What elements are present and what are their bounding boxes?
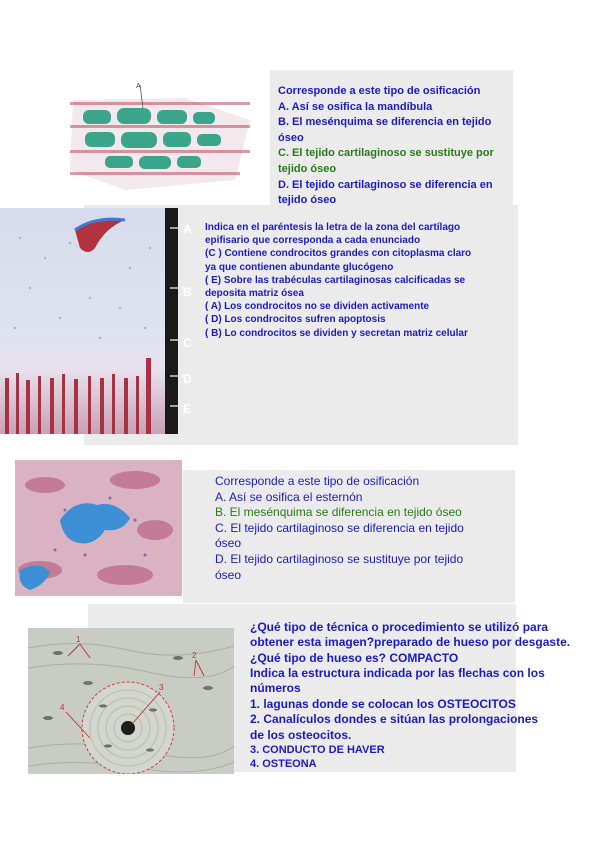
zone-label-e: E (183, 402, 192, 416)
q4-line-9: 3. CONDUCTO DE HAVER (250, 743, 385, 756)
q2-statement-5: ( B) Lo condrocitos se dividen y secretan matriz celular (205, 327, 468, 339)
q4-line-10: 4. OSTEONA (250, 757, 317, 770)
q1-option-d-line2: tejido óseo (278, 194, 337, 207)
q2-statement-3: ( A) Los condrocitos no se dividen activamente (205, 301, 430, 313)
q4-line-5: números (250, 681, 301, 696)
q2-text-block (205, 221, 471, 340)
zone-label-d: D (183, 372, 192, 386)
q4-text-block (250, 620, 570, 771)
q4-line-3: ¿Qué tipo de hueso es? COMPACTO (250, 650, 459, 665)
figure-label-4: 4 (60, 703, 65, 712)
q4-line-8: de los osteocitos. (250, 727, 352, 742)
q2-statement-1-line2: ya que contienen abundante glucógeno (205, 261, 394, 273)
zone-label-c: C (183, 336, 192, 350)
q2-intro-line1: Indica en el paréntesis la letra de la zona del cartílago (205, 222, 461, 233)
figure-label-1: 1 (76, 635, 81, 644)
q4-line-6: 1. lagunas donde se colocan los OSTEOCITOS (250, 696, 516, 711)
q3-option-d-line1: D. El tejido cartilaginoso se sustituye por tejido (215, 551, 464, 566)
q1-option-c-line1: C. El tejido cartilaginoso se sustituye por (278, 147, 494, 160)
q1-option-d-line1: D. El tejido cartilaginoso se diferencia en (278, 178, 493, 191)
q2-intro-line2: epifisario que corresponda a cada enunciado (205, 235, 421, 247)
histology-image-2 (0, 208, 178, 434)
histology-image-4 (28, 628, 234, 774)
q3-text-block (215, 474, 464, 583)
q4-line-7: 2. Canalículos dondes e sitúan las prolongaciones (250, 712, 539, 727)
q3-option-d-line2: óseo (215, 567, 242, 582)
q3-option-b: B. El mesénquima se diferencia en tejido óseo (215, 505, 462, 520)
q2-statement-1-line1: (C ) Contiene condrocitos grandes con citoplasma claro (205, 248, 472, 260)
q1-title: Corresponde a este tipo de osificación (278, 85, 481, 97)
zone-label-b: B (183, 285, 192, 299)
figure-label-2: 2 (192, 651, 197, 660)
figure-label-3: 3 (159, 683, 164, 692)
figure-label-a: A (136, 83, 141, 90)
q4-line-1: ¿Qué tipo de técnica o procedimiento se utilizó para (250, 620, 549, 634)
histology-image-3 (15, 460, 182, 596)
q2-statement-4: ( D) Los condrocitos sufren apoptosis (205, 314, 386, 326)
q1-text-block (278, 84, 494, 209)
q3-title: Corresponde a este tipo de osificación (215, 474, 420, 488)
q2-statement-2-line2: deposita matriz ósea (205, 287, 304, 299)
q3-option-a: A. Así se osifica el esternón (215, 489, 363, 504)
q1-option-b-line2: óseo (278, 131, 304, 144)
q3-option-c-line1: C. El tejido cartilaginoso se diferencia en tejido (215, 520, 464, 535)
q4-line-4: Indica la estructura indicada por las flechas con los (250, 666, 545, 681)
q2-statement-2-line1: ( E) Sobre las trabéculas cartilaginosas calcificadas se (205, 274, 466, 286)
q4-line-2: obtener esta imagen?preparado de hueso por desgaste. (250, 635, 571, 650)
histology-image-1 (65, 80, 260, 195)
q1-option-c-line2: tejido óseo (278, 163, 337, 176)
zone-label-a: A (183, 222, 192, 236)
q1-option-a: A. Así se osifica la mandíbula (278, 100, 433, 113)
q3-option-c-line2: óseo (215, 536, 242, 551)
q1-option-b-line1: B. El mesénquima se diferencia en tejido (278, 116, 492, 129)
